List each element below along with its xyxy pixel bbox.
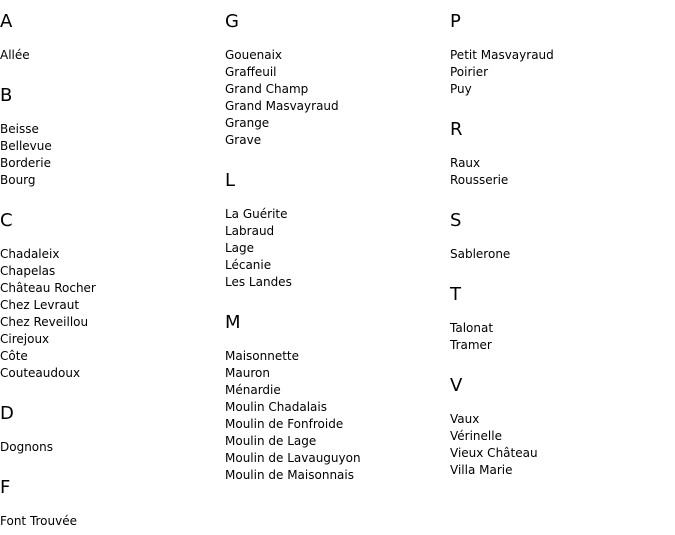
letter-group-m <box>225 312 361 482</box>
place-entry: Bourg <box>0 173 36 187</box>
place-entry: Moulin de Maisonnais <box>225 468 354 482</box>
letter-group-a <box>0 11 30 62</box>
section-letter: C <box>0 210 13 231</box>
place-entry: Moulin de Lage <box>225 434 317 448</box>
letter-group-v <box>450 375 538 477</box>
place-entry: Vieux Château <box>450 446 538 460</box>
letter-group-s <box>450 210 511 261</box>
place-entry: Tramer <box>450 338 492 352</box>
entry-list <box>450 155 670 189</box>
letter-group-r <box>450 119 509 187</box>
entry-list <box>0 47 220 64</box>
place-entry: Grave <box>225 133 262 147</box>
letter-group-l <box>225 170 292 289</box>
place-entry: Villa Marie <box>450 463 513 477</box>
place-entry: Maisonnette <box>225 349 300 363</box>
place-entry: Bellevue <box>0 139 52 153</box>
section-letter: L <box>225 170 236 191</box>
section-letter: V <box>450 375 463 396</box>
letter-group-p <box>450 11 554 96</box>
place-entry: Chapelas <box>0 264 56 278</box>
section-letter: B <box>0 85 13 106</box>
place-entry: Beisse <box>0 122 39 136</box>
place-entry: Vaux <box>450 412 480 426</box>
letter-group-g <box>225 11 339 147</box>
place-entry: Chez Reveillou <box>0 315 89 329</box>
place-entry: Lécanie <box>225 258 272 272</box>
place-entry: Graffeuil <box>225 65 277 79</box>
place-entry: Font Trouvée <box>0 514 77 528</box>
place-entry: Grand Masvayraud <box>225 99 339 113</box>
place-entry: Raux <box>450 156 481 170</box>
place-entry: Côte <box>0 349 28 363</box>
entry-list <box>0 121 220 189</box>
place-entry: Petit Masvayraud <box>450 48 554 62</box>
place-entry: Cirejoux <box>0 332 50 346</box>
section-letter: P <box>450 11 461 32</box>
place-entry: Château Rocher <box>0 281 96 295</box>
place-entry: Borderie <box>0 156 51 170</box>
letter-group-d <box>0 403 54 454</box>
place-entry: Grand Champ <box>225 82 309 96</box>
place-entry: Puy <box>450 82 472 96</box>
place-entry: Les Landes <box>225 275 292 289</box>
place-entry: Labraud <box>225 224 275 238</box>
entry-list <box>225 348 445 484</box>
place-entry: La Guérite <box>225 207 288 221</box>
place-entry: Gouenaix <box>225 48 283 62</box>
place-entry: Lage <box>225 241 255 255</box>
place-entry: Couteaudoux <box>0 366 81 380</box>
section-letter: G <box>225 11 239 32</box>
place-entry: Dognons <box>0 440 54 454</box>
place-entry: Allée <box>0 48 30 62</box>
place-entry: Mauron <box>225 366 270 380</box>
place-entry: Ménardie <box>225 383 281 397</box>
place-entry: Sablerone <box>450 247 511 261</box>
section-letter: T <box>450 284 461 305</box>
entry-list <box>225 206 445 291</box>
place-entry: Vérinelle <box>450 429 502 443</box>
place-entry: Moulin de Fonfroide <box>225 417 344 431</box>
entry-list <box>450 411 670 479</box>
section-letter: R <box>450 119 463 140</box>
place-entry: Moulin Chadalais <box>225 400 327 414</box>
letter-group-f <box>0 477 77 528</box>
entry-list <box>450 320 670 354</box>
section-letter: D <box>0 403 14 424</box>
section-letter: A <box>0 11 13 32</box>
place-entry: Grange <box>225 116 270 130</box>
entry-list <box>0 513 220 530</box>
entry-list <box>225 47 445 149</box>
section-letter: M <box>225 312 241 333</box>
place-entry: Moulin de Lavauguyon <box>225 451 361 465</box>
letter-group-b <box>0 85 52 187</box>
place-entry: Rousserie <box>450 173 509 187</box>
place-entry: Talonat <box>450 321 494 335</box>
place-entry: Chadaleix <box>0 247 60 261</box>
place-entry: Poirier <box>450 65 489 79</box>
letter-group-t <box>450 284 494 352</box>
letter-group-c <box>0 210 96 380</box>
entry-list <box>0 246 220 382</box>
place-entry: Chez Levraut <box>0 298 80 312</box>
entry-list <box>450 47 670 98</box>
section-letter: S <box>450 210 462 231</box>
section-letter: F <box>0 477 11 498</box>
entry-list <box>450 246 670 263</box>
entry-list <box>0 439 220 456</box>
